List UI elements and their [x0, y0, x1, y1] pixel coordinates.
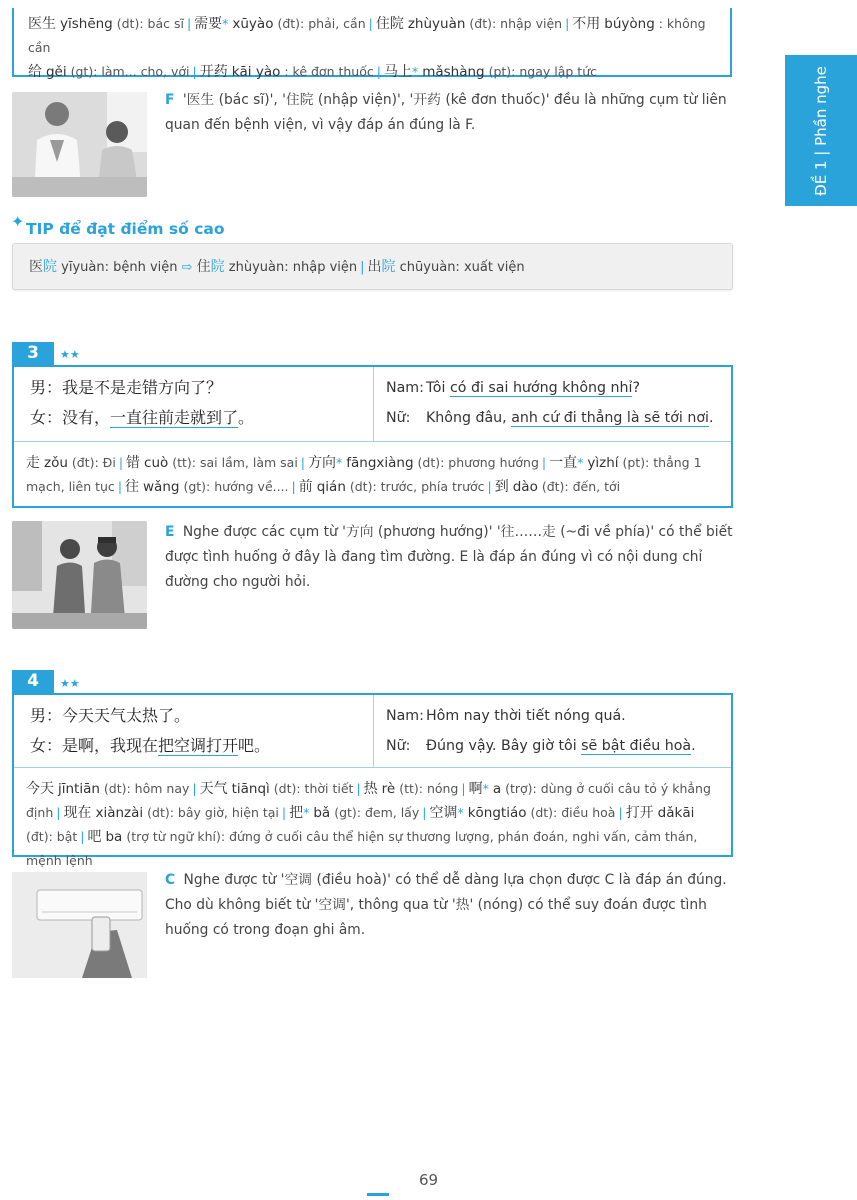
explanation-4: [165, 868, 735, 943]
doctor-photo: [12, 92, 147, 197]
dialog-box-4: [12, 693, 733, 868]
vocab-entry: [125, 479, 289, 494]
vocab-pinyin: zhùyuàn: [407, 16, 466, 32]
explanation-text: Nghe được từ '空调 (điều hoà)' có thể dễ dàng lựa chọn được C là đáp án đúng. Cho dù không biết từ '空调', thông qua từ '热' (nóng) có thể suy đoán được tình huống có trong đoạn ghi âm.: [165, 872, 727, 938]
vocab-pinyin: a: [492, 781, 502, 797]
vocab-hanzi: 走: [26, 455, 40, 471]
doctor-illustration: [12, 92, 147, 197]
answer-letter: C: [165, 872, 176, 888]
vocab-pinyin: qián: [316, 479, 346, 495]
tip-item: [197, 260, 357, 275]
page-number-underline: [367, 1193, 389, 1196]
vocab-separator: |: [192, 64, 197, 79]
vocab-hanzi: 一直: [549, 455, 578, 471]
vocab-meaning: (gt): đem, lấy: [334, 805, 420, 820]
vocab-meaning: (pt): thẳng 1 mạch, liên tục: [26, 455, 702, 494]
key-word-star-icon: *: [577, 455, 584, 470]
dialog-chinese: [14, 367, 374, 441]
vocab-separator: |: [300, 455, 306, 470]
tip-hanzi: 住: [196, 259, 211, 275]
vocab-separator: |: [618, 805, 623, 820]
vocab-meaning: (trợ): dùng ở cuối câu tỏ ý khẳng định: [26, 781, 711, 820]
vocab-entry: [28, 16, 184, 31]
vocab-pinyin: tiānqì: [231, 781, 270, 797]
vocab-pinyin: fāngxiàng: [346, 455, 414, 471]
vocab-hanzi: 空调: [429, 805, 458, 821]
key-word-star-icon: *: [303, 805, 310, 820]
vocab-pinyin: xūyào: [232, 16, 274, 32]
vocab-entry: [289, 805, 419, 820]
key-word-star-icon: *: [222, 16, 229, 31]
vocab-entry: [63, 805, 278, 820]
vocab-meaning: (trợ từ ngữ khí): đứng ở cuối câu thể hiện sự thương lượng, phán đoán, nghi vấn, cảm thán, mệnh lệnh: [26, 829, 698, 868]
vocab-separator: |: [461, 781, 466, 796]
vocab-hanzi: 今天: [26, 781, 54, 797]
vocab-meaning: (dt): hôm nay: [103, 781, 190, 796]
vocab-hanzi: 吧: [87, 829, 102, 845]
vocab-pinyin: gěi: [45, 64, 67, 80]
vocab-pinyin: dào: [512, 479, 538, 495]
answer-letter: E: [165, 524, 175, 540]
vocab-meaning: (đt): bật: [26, 829, 78, 844]
vocab-pinyin: bǎ: [313, 805, 331, 821]
sparkle-icon: ✦: [11, 212, 25, 231]
underlined-phrase: sẽ bật điều hoà: [581, 738, 692, 754]
line-man-zh: 男：我是不是走错方向了？: [30, 378, 223, 397]
underlined-phrase: 把空调打开: [158, 736, 239, 755]
aircon-photo: [12, 872, 147, 978]
vocab-pinyin: yīshēng: [59, 16, 113, 32]
vocab-separator: |: [186, 16, 192, 31]
vocab-pinyin: xiànzài: [95, 805, 144, 821]
vocab-pinyin: búyòng: [604, 16, 655, 32]
vocab-entry: [194, 16, 365, 31]
vocab-meaning: (pt): ngay lập tức: [488, 64, 597, 79]
vocab-meaning: (gt): làm... cho, với: [70, 64, 190, 79]
tip-meaning: chūyuàn: xuất viện: [395, 260, 525, 275]
vocab-hanzi: 错: [126, 455, 141, 471]
tip-hanzi: 医: [29, 259, 43, 275]
vocab-meaning: (tt): sai lầm, làm sai: [172, 455, 298, 470]
vocab-separator: |: [192, 781, 197, 796]
question-number-4: 4: [12, 670, 54, 693]
vocab-separator: |: [291, 479, 296, 494]
page-number: 69: [418, 1171, 439, 1189]
tip-highlight: 院: [210, 259, 225, 275]
key-word-star-icon: *: [457, 805, 464, 820]
vocab-separator: |: [487, 479, 492, 494]
explanation-3: [165, 520, 735, 595]
vocab-pinyin: wǎng: [143, 479, 180, 495]
explanation-text: Nghe được các cụm từ '方向 (phương hướng)' '往……走 (~đi về phía)' có thể biết được tình huống ở đây là đang tìm đường. E là đáp án đúng vì có nội dung chỉ đường cho người hỏi.: [165, 524, 733, 590]
vocab-pinyin: cuò: [144, 455, 169, 471]
dialog-vietnamese: [374, 367, 731, 441]
underlined-phrase: 一直往前走就到了: [110, 408, 239, 427]
vocab-separator: |: [541, 455, 547, 470]
vocab-hanzi: 医生: [28, 16, 56, 32]
dialog-row: [14, 367, 731, 442]
line-woman-zh: 女：没有，一直往前走就到了。: [30, 408, 255, 427]
tip-divider: |: [360, 260, 365, 275]
vocab-entry: [299, 479, 485, 494]
vocab-entry: [200, 64, 374, 79]
vocab-entry: [28, 64, 190, 79]
vocab-pinyin: kōngtiáo: [467, 805, 527, 821]
vocab-separator: |: [117, 479, 123, 494]
vocab-hanzi: 住院: [375, 16, 404, 32]
vocab-separator: |: [80, 829, 85, 844]
vocab-separator: |: [368, 16, 373, 31]
line-man-vi: Nam: Hôm nay thời tiết nóng quá.: [386, 708, 626, 724]
vocab-meaning: (đt): nhập viện: [469, 16, 563, 31]
vocab-pinyin: yìzhí: [587, 455, 619, 471]
question-number-3: 3: [12, 342, 54, 365]
key-word-star-icon: *: [411, 64, 419, 79]
vocab-pinyin: ba: [105, 829, 123, 845]
line-man-zh: 男：今天天气太热了。: [30, 706, 191, 725]
tip-item: [29, 260, 178, 275]
key-word-star-icon: *: [336, 455, 343, 470]
vocab-meaning: (dt): bây giờ, hiện tại: [147, 805, 279, 820]
vocab-meaning: : không cần: [28, 16, 706, 55]
vocab-hanzi: 天气: [199, 781, 228, 797]
vocab-line-1: [28, 12, 716, 60]
dialog-chinese: [14, 695, 374, 767]
difficulty-stars-3: ★★: [60, 348, 80, 361]
difficulty-stars-4: ★★: [60, 677, 80, 690]
explanation-f: [165, 88, 735, 138]
line-man-vi: Nam: Tôi có đi sai hướng không nhỉ?: [386, 380, 640, 396]
vocab-separator: |: [565, 16, 570, 31]
tip-box: [12, 243, 733, 290]
vocab-entry: [126, 455, 298, 470]
vocab-separator: |: [56, 805, 61, 820]
vocab-separator: |: [422, 805, 427, 820]
vocab-meaning: (gt): hướng về....: [183, 479, 289, 494]
line-woman-vi: Nữ: Không đâu, anh cứ đi thẳng là sẽ tới nơi.: [386, 410, 714, 426]
line-woman-zh: 女：是啊，我现在把空调打开吧。: [30, 736, 271, 755]
vocab-hanzi: 需要: [194, 16, 223, 32]
underlined-phrase: có đi sai hướng không nhỉ: [449, 380, 633, 396]
tip-highlight: 院: [43, 259, 57, 275]
vocab-entry: [376, 16, 562, 31]
vocab-separator: |: [118, 455, 124, 470]
dialog-row: [14, 695, 731, 768]
vocab-hanzi: 把: [289, 805, 304, 821]
vocab-hanzi: 热: [363, 781, 378, 797]
vocab-hanzi: 方向: [308, 455, 337, 471]
vocab-meaning: (dt): thời tiết: [273, 781, 354, 796]
vocab-meaning: : kê đơn thuốc: [284, 64, 374, 79]
vocab-hanzi: 往: [125, 479, 140, 495]
vocab-hanzi: 打开: [625, 805, 654, 821]
vocab-entry: [364, 781, 459, 796]
vocab-entry: [429, 805, 615, 820]
vocab-line-2: [28, 60, 716, 84]
vocab-separator: |: [376, 64, 381, 79]
vocab-meaning: (đt): Đi: [71, 455, 116, 470]
vocab-entry: [308, 455, 539, 470]
dialog-vietnamese: [374, 695, 731, 767]
vocab-list-3: [14, 442, 731, 505]
tip-title: TIP để đạt điểm số cao: [26, 220, 225, 238]
vocab-hanzi: 啊: [468, 781, 483, 797]
vocab-separator: |: [356, 781, 361, 796]
vocab-meaning: (tt): nóng: [399, 781, 459, 796]
tourists-illustration: [12, 521, 147, 629]
vocab-hanzi: 开药: [199, 64, 228, 80]
vocab-meaning: (dt): trước, phía trước: [349, 479, 485, 494]
vocab-meaning: (dt): bác sĩ: [116, 16, 184, 31]
section-label: ĐỀ 1 | Phần nghe: [812, 65, 830, 196]
line-woman-vi: Nữ: Đúng vậy. Bây giờ tôi sẽ bật điều hoà.: [386, 738, 696, 754]
section-side-tab: [785, 55, 857, 206]
vocab-separator: |: [281, 805, 287, 820]
vocab-entry: [384, 64, 597, 79]
vocab-list-4: [14, 768, 731, 879]
arrow-right-icon: ⇨: [177, 260, 197, 275]
vocab-pinyin: kāi yào: [231, 64, 281, 80]
vocab-hanzi: 马上: [383, 64, 412, 80]
tip-highlight: 院: [381, 259, 396, 275]
aircon-illustration: [12, 872, 147, 978]
underlined-phrase: anh cứ đi thẳng là sẽ tới nơi: [511, 410, 709, 426]
vocab-hanzi: 到: [494, 479, 509, 495]
vocab-entry: [26, 829, 697, 868]
vocab-entry: [26, 455, 116, 470]
vocab-box-q2: [12, 8, 732, 80]
explanation-text: '医生 (bác sĩ)', '住院 (nhập viện)', '开药 (kê đơn thuốc)' đều là những cụm từ liên quan đến bệnh viện, vì vậy đáp án đúng là F.: [165, 92, 727, 133]
vocab-meaning: (đt): đến, tới: [541, 479, 621, 494]
vocab-hanzi: 现在: [63, 805, 92, 821]
dialog-box-3: [12, 365, 733, 508]
vocab-meaning: (đt): phải, cần: [277, 16, 366, 31]
vocab-pinyin: rè: [381, 781, 396, 797]
vocab-entry: [495, 479, 620, 494]
vocab-pinyin: zǒu: [43, 455, 68, 471]
vocab-pinyin: mǎshàng: [422, 64, 485, 80]
vocab-meaning: (dt): điều hoà: [530, 805, 616, 820]
tip-meaning: yīyuàn: bệnh viện: [57, 260, 178, 275]
vocab-entry: [26, 781, 189, 796]
vocab-pinyin: jīntiān: [57, 781, 100, 797]
vocab-hanzi: 不用: [572, 16, 601, 32]
tip-item: [368, 260, 525, 275]
vocab-pinyin: dǎkāi: [657, 805, 695, 821]
key-word-star-icon: *: [482, 781, 489, 796]
vocab-hanzi: 前: [298, 479, 313, 495]
vocab-hanzi: 给: [28, 64, 42, 80]
vocab-meaning: (dt): phương hướng: [417, 455, 539, 470]
tip-hanzi: 出: [367, 259, 382, 275]
vocab-entry: [200, 781, 354, 796]
street-photo: [12, 521, 147, 629]
tip-meaning: zhùyuàn: nhập viện: [224, 260, 358, 275]
answer-letter: F: [165, 92, 175, 108]
